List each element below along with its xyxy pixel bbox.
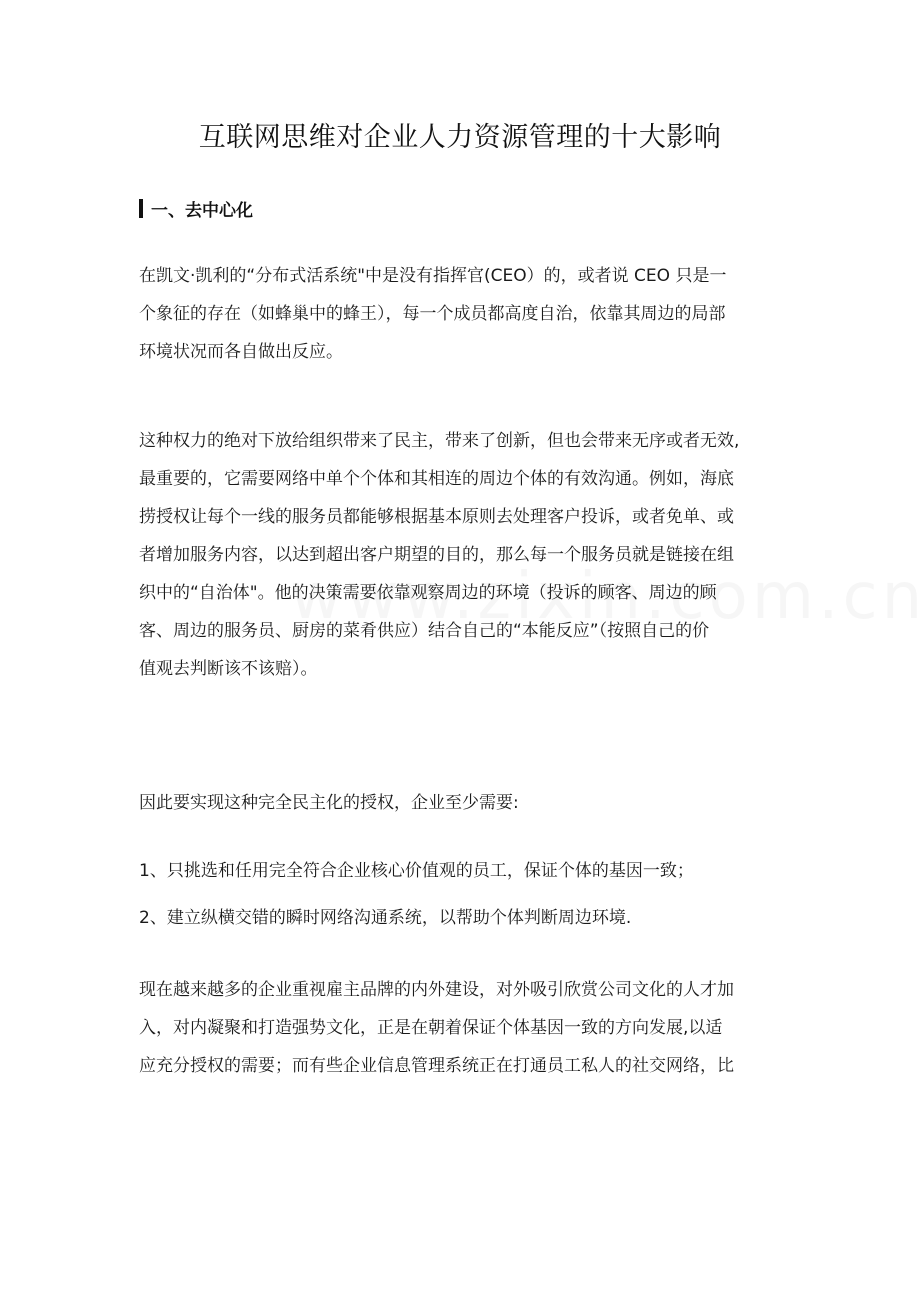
heading-marker-bar [139, 199, 143, 218]
paragraph-line: 值观去判断该不该赔）。 [139, 659, 318, 679]
paragraph-3 [139, 784, 785, 822]
paragraph-line: 环境状况而各自做出反应。 [139, 342, 343, 362]
list-item-2 [139, 899, 785, 937]
paragraph-line: 最重要的，它需要网络中单个个体和其相连的周边个体的有效沟通。例如，海底 [139, 469, 734, 489]
paragraph-line: 入，对内凝聚和打造强势文化，正是在朝着保证个体基因一致的方向发展,以适 [139, 1018, 723, 1038]
paragraph-line: 应充分授权的需要；而有些企业信息管理系统正在打通员工私人的社交网络，比 [139, 1056, 734, 1076]
paragraph-line: 者增加服务内容，以达到超出客户期望的目的，那么每一个服务员就是链接在组 [139, 545, 734, 565]
section-heading [139, 193, 253, 223]
list-item-1 [139, 852, 785, 890]
paragraph-line: 个象征的存在（如蜂巢中的蜂王），每一个成员都高度自治，依靠其周边的局部 [139, 304, 726, 324]
paragraph-line: 2、建立纵横交错的瞬时网络沟通系统，以帮助个体判断周边环境. [139, 908, 632, 928]
paragraph-line: 这种权力的绝对下放给组织带来了民主，带来了创新，但也会带来无序或者无效, [139, 431, 740, 451]
paragraph-2 [139, 422, 785, 688]
page-title: 互联网思维对企业人力资源管理的十大影响 [198, 122, 722, 153]
paragraph-line: 在凯文·凯利的“分布式活系统"中是没有指挥官(CEO）的，或者说 CEO 只是一 [139, 266, 727, 286]
paragraph-4 [139, 971, 785, 1085]
paragraph-line: 织中的“自治体"。他的决策需要依靠观察周边的环境（投诉的顾客、周边的顾 [139, 583, 717, 603]
paragraph-line: 现在越来越多的企业重视雇主品牌的内外建设，对外吸引欣赏公司文化的人才加 [139, 980, 734, 1000]
paragraph-line: 1、只挑选和任用完全符合企业核心价值观的员工，保证个体的基因一致； [139, 861, 694, 881]
paragraph-line: 捞授权让每个一线的服务员都能够根据基本原则去处理客户投诉，或者免单、或 [139, 507, 734, 527]
paragraph-line: 客、周边的服务员、厨房的菜肴供应）结合自己的“本能反应”（按照自己的价 [139, 621, 710, 641]
section-heading-text: 一、去中心化 [151, 200, 253, 221]
paragraph-1 [139, 257, 785, 371]
paragraph-line: 因此要实现这种完全民主化的授权，企业至少需要: [139, 793, 519, 813]
